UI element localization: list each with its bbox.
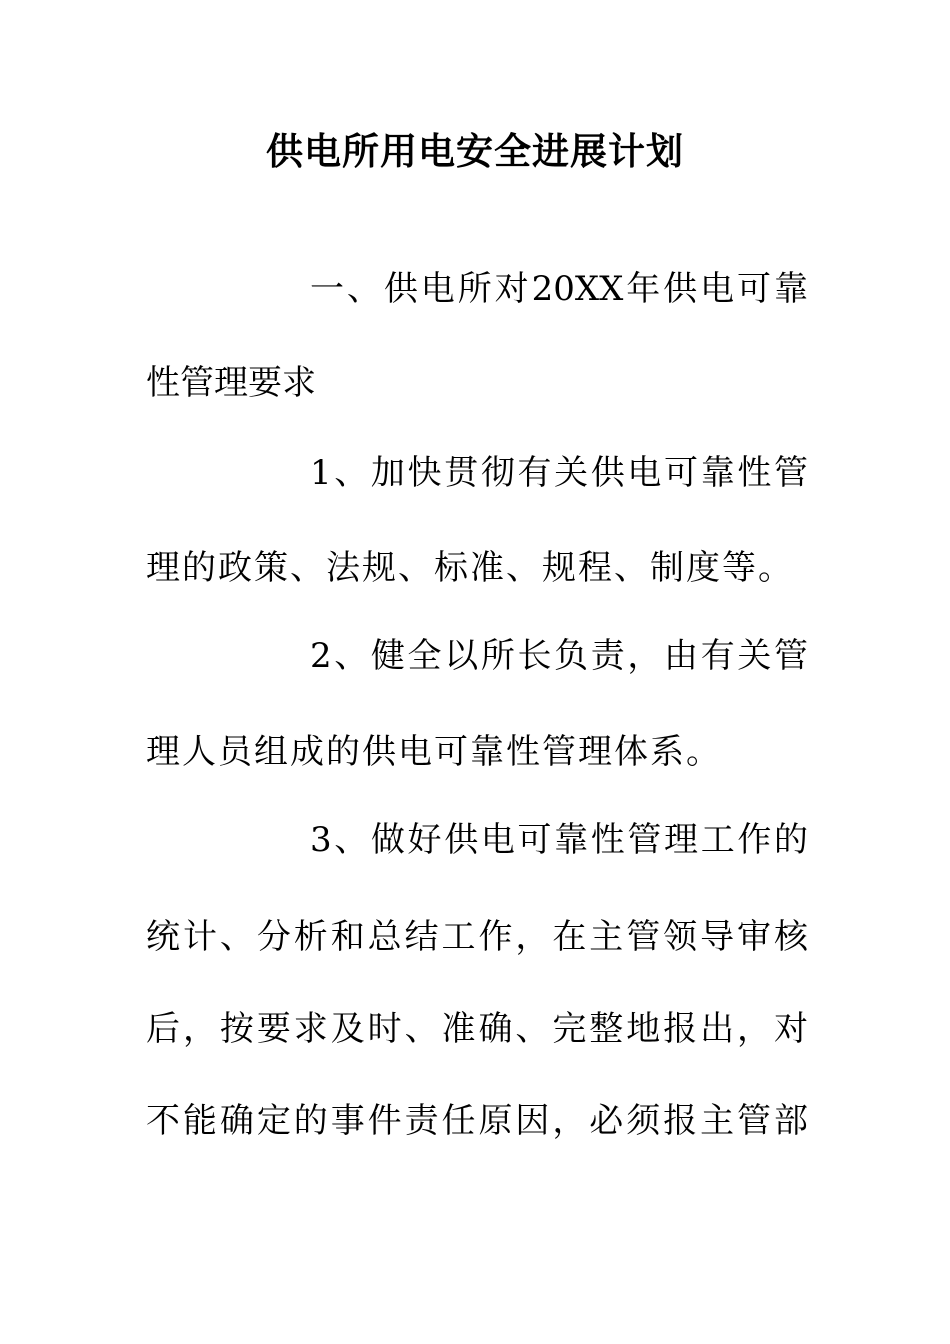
paragraph-line: 一、供电所对20XX年供电可靠	[310, 269, 808, 309]
paragraph-line: 后，按要求及时、准确、完整地报出，对	[146, 1009, 808, 1049]
paragraph-line: 性管理要求	[146, 363, 316, 403]
document-title: 供电所用电安全进展计划	[266, 130, 684, 173]
paragraph-line: 1、加快贯彻有关供电可靠性管	[310, 453, 808, 493]
paragraph-line: 2、健全以所长负责，由有关管	[310, 636, 808, 676]
paragraph-line: 理人员组成的供电可靠性管理体系。	[146, 732, 722, 772]
paragraph-line: 理的政策、法规、标准、规程、制度等。	[146, 548, 794, 588]
paragraph-line: 不能确定的事件责任原因，必须报主管部	[146, 1101, 808, 1141]
paragraph-line: 3、做好供电可靠性管理工作的	[310, 820, 808, 860]
paragraph-line: 统计、分析和总结工作，在主管领导审核	[146, 917, 808, 957]
